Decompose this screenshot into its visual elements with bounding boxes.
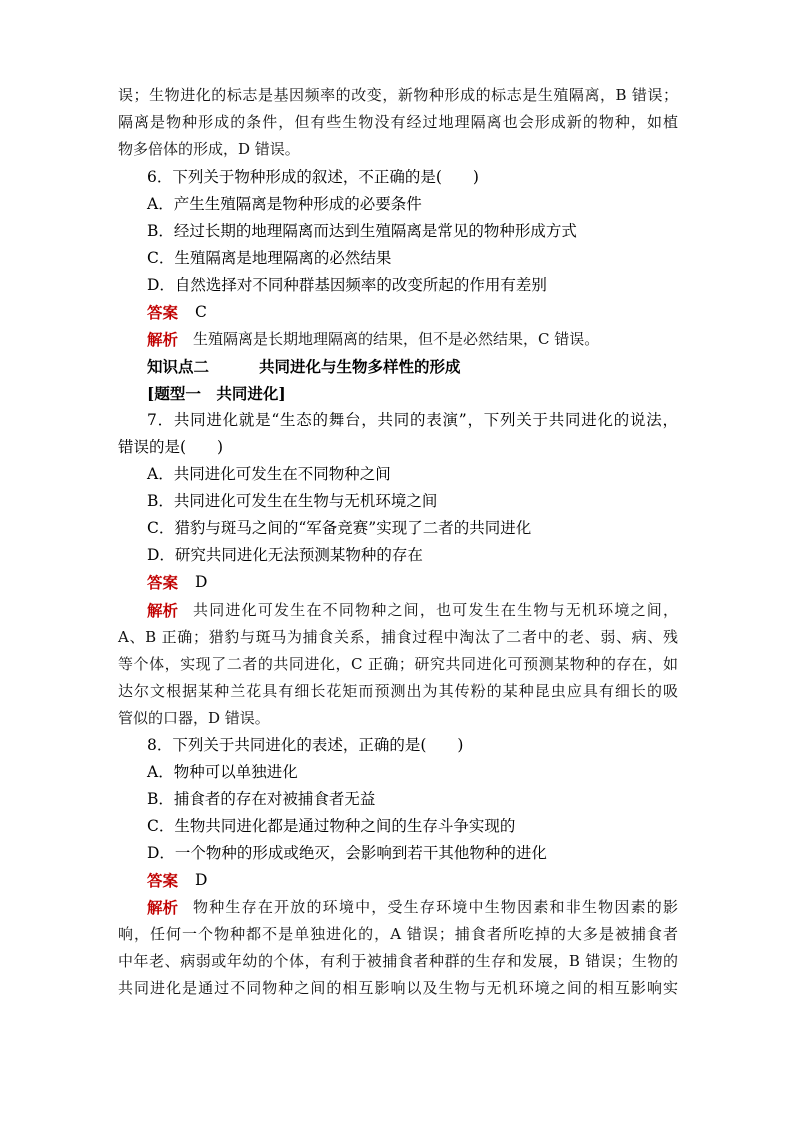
body-text: 达尔文根据某种兰花具有细长花矩而预测出为其传粉的某种昆虫应具有细长的吸 [118,682,678,700]
analysis-text: 共同进化可发生在不同物种之间，也可发生在生物与无机环境之间， [193,601,678,619]
knowledge-point-label: 知识点二 [147,357,210,376]
text-line [0,109,794,136]
body-text: 7．共同进化就是“生态的舞台，共同的表演”，下列关于共同进化的说法， [147,411,678,429]
text-line [0,136,794,163]
text-line [0,542,794,569]
body-text: C．生殖隔离是地理隔离的必然结果 [147,249,392,267]
body-text: A、B 正确；猎豹与斑马为捕食关系，捕食过程中淘汰了二者中的老、弱、病、残 [118,628,678,646]
text-line [0,894,794,921]
answer-value: C [195,303,207,321]
text-line [0,407,794,434]
body-text: A．共同进化可发生在不同物种之间 [147,465,391,483]
body-text: B．经过长期的地理隔离而达到生殖隔离是常见的物种形成方式 [147,222,577,240]
text-line [0,597,794,624]
text-line [0,705,794,732]
body-text: 中年老、病弱或年幼的个体，有利于被捕食者种群的生存和发展，B 错误；生物的 [118,952,678,970]
body-text: D．研究共同进化无法预测某物种的存在 [147,546,423,564]
answer-label: 答案 [147,303,179,322]
text-line [0,299,794,326]
text-line [0,867,794,894]
text-line [0,678,794,705]
body-text: 隔离是物种形成的条件，但有些生物没有经过地理隔离也会形成新的物种，如植 [118,113,678,131]
text-line [0,975,794,1002]
text-line [0,218,794,245]
text-line [0,326,794,353]
body-text: 6．下列关于物种形成的叙述，不正确的是( ) [147,168,479,186]
answer-label: 答案 [147,573,179,592]
body-text: B．捕食者的存在对被捕食者无益 [147,790,376,808]
text-line [0,515,794,542]
text-line [0,461,794,488]
analysis-label: 解析 [147,601,179,620]
body-text: 物多倍体的形成，D 错误。 [118,140,300,158]
body-text: D．自然选择对不同种群基因频率的改变所起的作用有差别 [147,276,547,294]
analysis-text: 物种生存在开放的环境中，受生存环境中生物因素和非生物因素的影 [193,898,678,916]
body-text: C．生物共同进化都是通过物种之间的生存斗争实现的 [147,817,516,835]
question-type-heading: [题型一 共同进化] [147,384,286,403]
body-text: 共同进化是通过不同物种之间的相互影响以及生物与无机环境之间的相互影响实 [118,979,678,997]
text-line [0,191,794,218]
text-line [0,380,794,407]
knowledge-point-title: 共同进化与生物多样性的形成 [259,357,461,376]
analysis-label: 解析 [147,898,179,917]
body-text: 响，任何一个物种都不是单独进化的，A 错误；捕食者所吃掉的大多是被捕食者 [118,925,678,943]
body-text: A．产生生殖隔离是物种形成的必要条件 [147,195,422,213]
text-line [0,921,794,948]
answer-value: D [195,871,208,889]
text-line [0,759,794,786]
text-line [0,353,794,380]
text-line [0,732,794,759]
text-line [0,813,794,840]
text-line [0,569,794,596]
text-line [0,488,794,515]
text-line [0,272,794,299]
text-line [0,786,794,813]
body-text: 等个体，实现了二者的共同进化，C 正确；研究共同进化可预测某物种的存在，如 [118,655,678,673]
answer-label: 答案 [147,871,179,890]
body-text: D．一个物种的形成或绝灭，会影响到若干其他物种的进化 [147,844,547,862]
text-line [0,164,794,191]
analysis-text: 生殖隔离是长期地理隔离的结果，但不是必然结果，C 错误。 [193,330,600,348]
body-text: 8．下列关于共同进化的表述，正确的是( ) [147,736,464,754]
body-text: 错误的是( ) [118,438,224,456]
body-text: 误；生物进化的标志是基因频率的改变，新物种形成的标志是生殖隔离，B 错误； [118,86,678,104]
text-line [0,82,794,109]
text-line [0,624,794,651]
body-text: B．共同进化可发生在生物与无机环境之间 [147,492,438,510]
text-line [0,434,794,461]
text-line [0,245,794,272]
text-line [0,840,794,867]
body-text: 管似的口器，D 错误。 [118,709,270,727]
body-text: A．物种可以单独进化 [147,763,298,781]
answer-value: D [195,573,208,591]
text-line [0,651,794,678]
text-line [0,948,794,975]
body-text: C．猎豹与斑马之间的“军备竞赛”实现了二者的共同进化 [147,519,532,537]
analysis-label: 解析 [147,330,179,349]
